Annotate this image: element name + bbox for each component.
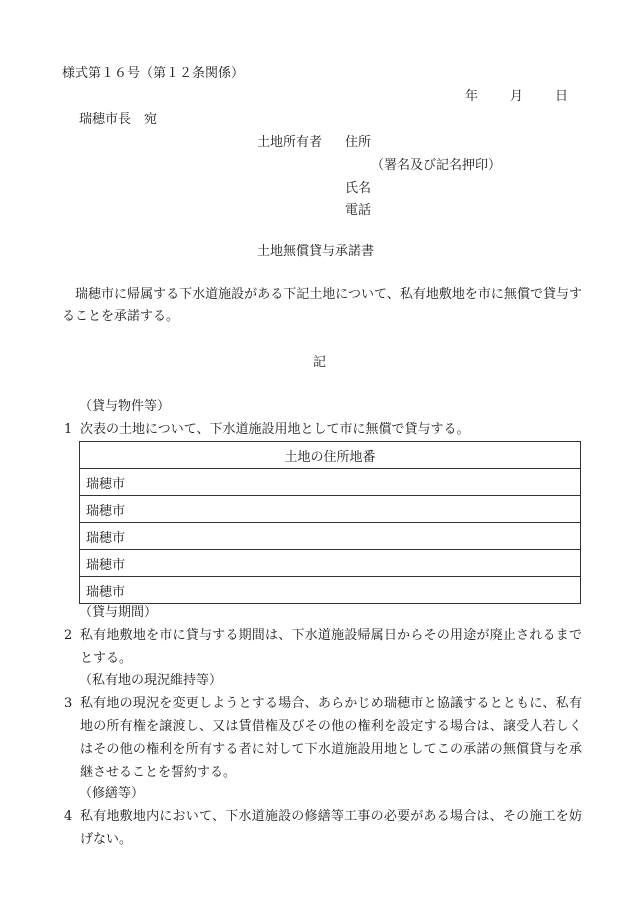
table-cell: 瑞穂市 <box>80 550 581 577</box>
section-number: 1 <box>64 422 73 437</box>
section-heading: （私有地の現況維持等） <box>79 673 223 688</box>
section-number: 4 <box>64 809 73 824</box>
month-label: 月 <box>510 89 524 104</box>
ki-heading: 記 <box>313 355 327 370</box>
intro-paragraph: 瑞穂市に帰属する下水道施設がある下記土地について、私有地敷地を市に無償で貸与することを承諾する。 <box>62 287 582 324</box>
table-row <box>80 550 581 577</box>
table-row <box>80 469 581 496</box>
section-heading: （貸与物件等） <box>79 399 171 414</box>
table-cell: 瑞穂市 <box>80 577 581 604</box>
table-header-row <box>80 442 581 469</box>
section-item <box>62 624 582 670</box>
section-item <box>62 692 582 784</box>
land-table <box>79 441 581 604</box>
phone-label: 電話 <box>345 203 372 218</box>
section-item <box>62 805 582 851</box>
section-item <box>62 418 582 441</box>
table-header-cell: 土地の住所地番 <box>80 442 581 469</box>
table-cell: 瑞穂市 <box>80 496 581 523</box>
section-number: 3 <box>64 696 73 711</box>
section-heading: （修繕等） <box>79 786 145 801</box>
section-heading: （貸与期間） <box>79 605 158 620</box>
table-cell: 瑞穂市 <box>80 469 581 496</box>
year-label: 年 <box>465 89 479 104</box>
section-text: 私有地敷地を市に貸与する期間は、下水道施設帰属日からその用途が廃止されるまでとする。 <box>80 628 582 666</box>
seal-note: （署名及び記名押印） <box>371 158 502 173</box>
day-label: 日 <box>555 89 569 104</box>
owner-role-label: 土地所有者 <box>257 135 323 150</box>
table-row <box>80 523 581 550</box>
form-number: 様式第１６号（第１２条関係） <box>62 66 245 81</box>
document-title: 土地無償貸与承諾書 <box>257 244 375 259</box>
name-label: 氏名 <box>345 181 372 196</box>
section-text: 私有地の現況を変更しようとする場合、あらかじめ瑞穂市と協議するとともに、私有地の所有権を譲渡し、又は賃借権及びその他の権利を設定する場合は、譲受人若しくはその他の権利を所有する者に対して下水道施設用地としてこの承諾の無償貸与を承継させることを誓約する。 <box>80 696 582 780</box>
table-cell: 瑞穂市 <box>80 523 581 550</box>
address-label: 住所 <box>345 135 372 150</box>
table-row <box>80 496 581 523</box>
section-text: 次表の土地について、下水道施設用地として市に無償で貸与する。 <box>80 422 470 437</box>
section-number: 2 <box>64 628 73 643</box>
section-text: 私有地敷地内において、下水道施設の修繕等工事の必要がある場合は、その施工を妨げない。 <box>80 809 582 847</box>
addressee: 瑞穂市長 宛 <box>79 112 158 127</box>
table-row <box>80 577 581 604</box>
